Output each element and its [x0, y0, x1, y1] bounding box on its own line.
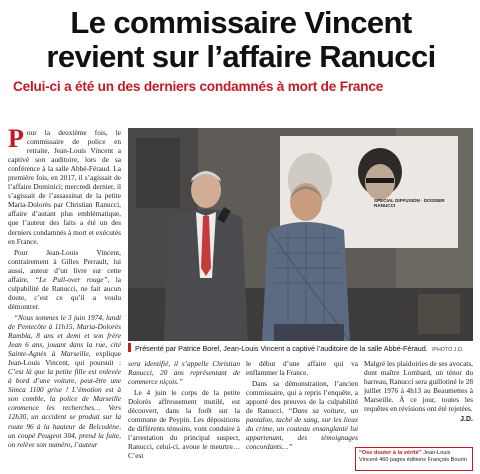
drop-cap: P	[8, 128, 24, 153]
book-reference-title: “Ose douter à la vérité”	[359, 450, 422, 456]
paragraph-quote	[8, 313, 121, 449]
paragraph-discovery: Le 4 juin le corps de la petite Dolorès affreusement mutilé, est découvert, dans la forêt sur la commune de Peypin. Les dépositions de différents témoins, vont conduire à l’arrestation du principal suspect, Ranucci, celui-ci, avoue le meurtre… C’est	[128, 388, 240, 461]
headline-line-1: Le commissaire Vincent	[70, 5, 412, 40]
subheadline: Celui-ci a été un des derniers condamnés à mort de France	[13, 79, 384, 94]
perrault-text: Pour Jean-Louis Vincent, contrairement à Gilles Perrault, lui aussi, auteur d’un livre sur cette affaire,	[8, 247, 121, 284]
paragraph-perrault	[8, 248, 121, 311]
author-signature: J.D.	[460, 416, 473, 424]
headline-line-2: revient sur l’affaire Ranucci	[46, 39, 436, 74]
quote-continued: C’est là que la petite fille est enlevée à bord d’une voiture, peut-être une Simca 1100 grise ! L’émotion est à son comble, la police de Marseille commence les recherches… Vers 12h30, un accident se produit sur la route 96 à la hauteur de Belcodène, un coupé Peugeot 304, prend la fuite, on relève son numéro, l’auteur	[8, 367, 121, 449]
photo-credit: /PHOTO J.D.	[431, 347, 464, 353]
paragraph-proofs	[246, 379, 358, 451]
caption-marker	[128, 343, 131, 352]
book-title-pull-over: “Le Pull-over rouge”	[35, 274, 108, 284]
headline	[8, 6, 474, 74]
event-photo	[128, 128, 473, 341]
quote-attribution: explique Jean-Louis Vincent, qui poursuit :	[8, 349, 121, 368]
book-reference-details: Jean-Louis Vincent 460 pages éditions François Bourin	[359, 450, 467, 463]
proofs-text: Dans sa démonstration, l’ancien commissaire, qui a repris l’enquête, a apporté des preuves de la culpabilité de Ranucci.	[246, 379, 358, 416]
paragraph-execution: Malgré les plaidoiries de ses avocats, dont maître Lombard, un ténor du barreau, Ranucci sera guillotiné le 28 juillet 1976 à 4h13 au Beaumettes à Marseille. À ce jour, toutes les requêtes en révisions ont été rejetées.	[364, 359, 473, 414]
quote-text: “Nous sommes le 3 juin 1974, lundi de Pentecôte à 11h15, Maria-Dolorès Rambla, 8 ans et demi et son frère Jean 6 ans, jouant dans la rue, cité Sainte-Agnès à Marseille,	[8, 312, 121, 359]
article-column-4	[364, 359, 473, 445]
intro-text: our la deuxième fois, le commissaire de police en retraite, Jean-Louis Vincent a captivé son auditoire, lors de sa conférence à la salle Abbé-Féraud. La première fois, en 2017, il s’agissait de l’affaire Dominici; mercredi dernier, il s’agissait de l’assassinat de la petite Maria-Dolorès par Christian Ranucci, affaire d’autant plus emblématique, que l’auteur des faits a été un des derniers condamnés à mort et exécutés en France.	[8, 128, 121, 246]
caption-text: Présenté par Patrice Borel, Jean-Louis Vincent a captivé l’auditoire de la salle Abbé-Féraud.	[135, 344, 428, 353]
proofs-quote: “Dans sa voiture, un pantalon, taché de sang, sur les lieux du crime, un couteau ensanglanté lui appartenant, des témoignages concordants…”	[246, 406, 358, 452]
article-column-3	[246, 359, 358, 471]
photo-illustration	[128, 128, 473, 341]
perrault-text-end: , la culpabilité de Ranucci, ne fait aucun doute, c’est ce qu’il a voulu démontrer.	[8, 274, 121, 311]
paragraph-ranucci-identity: sera identifié, il s’appelle Christian Ranucci, 20 ans représentant de commerce niçois.”	[128, 359, 240, 387]
screen-text: SPECIAL DIFFUSION · DOSSIER RANUCCI	[374, 198, 445, 209]
paragraph-affair-start: le début d’une affaire qui va enflammer la France.	[246, 359, 358, 378]
paragraph-intro	[8, 128, 121, 246]
photo-caption	[128, 343, 473, 355]
book-reference-box	[355, 447, 473, 471]
article-column-1	[8, 128, 121, 470]
article-column-2	[128, 359, 240, 471]
